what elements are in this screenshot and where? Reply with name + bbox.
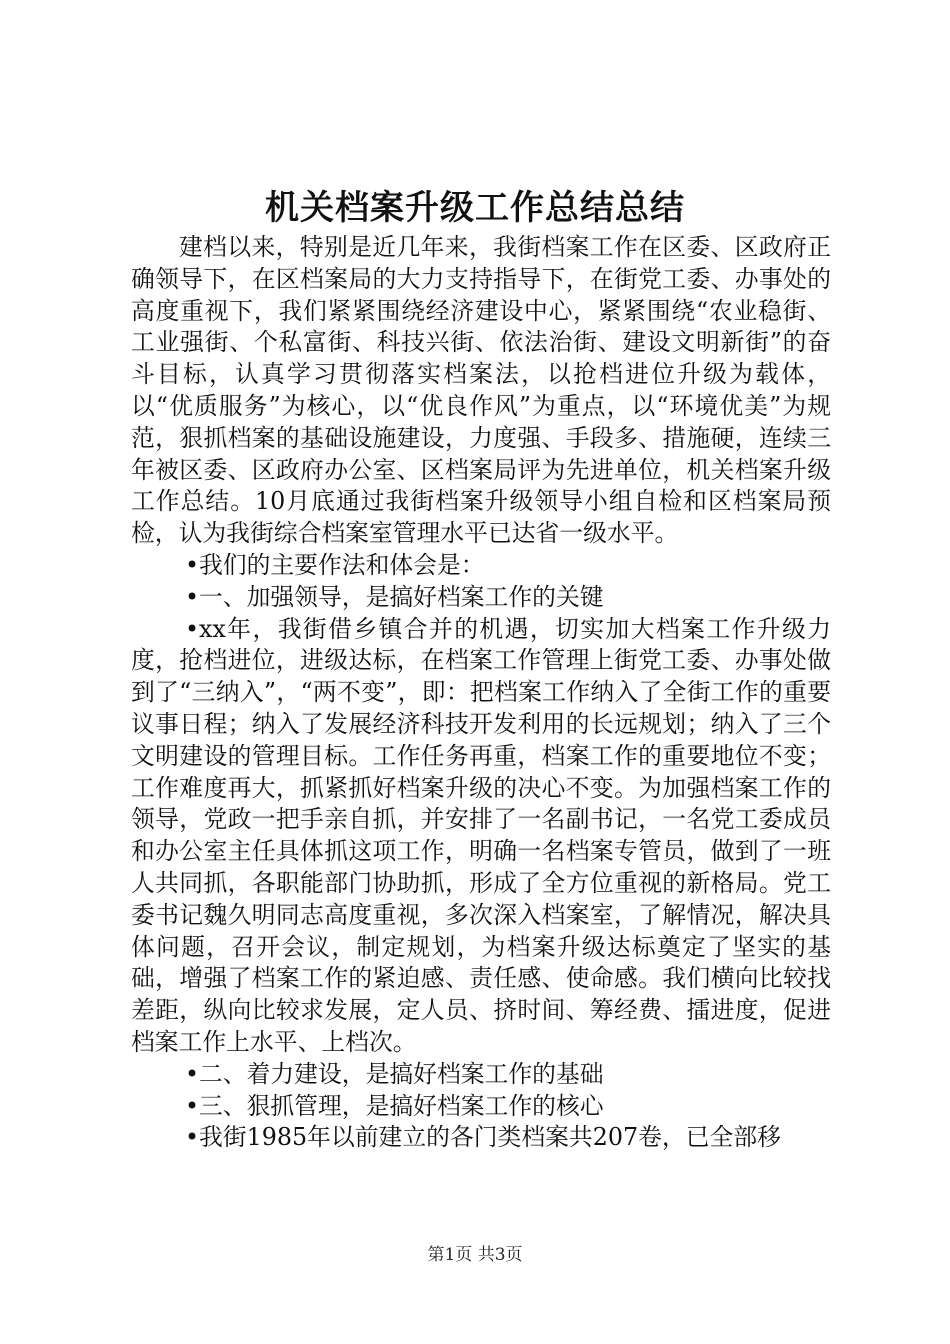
bullet-dot-icon: •: [185, 1123, 200, 1152]
document-body: [131, 232, 831, 1154]
bullet-item-archives: [131, 1122, 831, 1154]
bullet-item-leadership: [131, 582, 831, 614]
bullet-dot-icon: •: [185, 1091, 200, 1120]
document-title: 机关档案升级工作总结总结: [265, 188, 685, 228]
bullet-dot-icon: •: [185, 1059, 200, 1088]
page-footer: 第1页 共3页: [427, 1245, 523, 1265]
section-heading: 三、狠抓管理，是搞好档案工作的核心: [199, 1091, 604, 1120]
bullet-item-construction: [131, 1059, 831, 1091]
bullet-item-methods: [131, 550, 831, 582]
bullet-dot-icon: •: [185, 582, 200, 611]
bullet-text: 我们的主要作法和体会是：: [199, 550, 485, 579]
bullet-text: 我街1985年以前建立的各门类档案共207卷，已全部移: [199, 1123, 781, 1152]
bullet-item-leadership-detail: [131, 614, 831, 1059]
bullet-dot-icon: •: [185, 550, 200, 579]
bullet-dot-icon: •: [185, 614, 200, 643]
bullet-item-management: [131, 1091, 831, 1123]
bullet-paragraph: xx年，我街借乡镇合并的机遇，切实加大档案工作升级力度，抢档进位，进级达标，在档案工作管理上街党工委、办事处做到了“三纳入”，“两不变”，即：把档案工作纳入了全街工作的重要议事日程；纳入了发展经济科技开发利用的长远规划；纳入了三个文明建设的管理目标。工作任务再重，档案工作的重要地位不变；工作难度再大，抓紧抓好档案升级的决心不变。为加强档案工作的领导，党政一把手亲自抓，并安排了一名副书记，一名党工委成员和办公室主任具体抓这项工作，明确一名档案专管员，做到了一班人共同抓，各职能部门协助抓，形成了全方位重视的新格局。党工委书记魏久明同志高度重视，多次深入档案室，了解情况，解决具体问题，召开会议，制定规划，为档案升级达标奠定了坚实的基础，增强了档案工作的紧迫感、责任感、使命感。我们横向比较找差距，纵向比较求发展，定人员、挤时间、筹经费、擂进度，促进档案工作上水平、上档次。: [131, 614, 831, 1056]
intro-paragraph: 建档以来，特别是近几年来，我街档案工作在区委、区政府正确领导下，在区档案局的大力支持指导下，在街党工委、办事处的高度重视下，我们紧紧围绕经济建设中心，紧紧围绕“农业稳街、工业强街、个私富街、科技兴街、依法治街、建设文明新街”的奋斗目标，认真学习贯彻落实档案法，以抢档进位升级为载体，以“优质服务”为核心，以“优良作风”为重点，以“环境优美”为规范，狠抓档案的基础设施建设，力度强、手段多、措施硬，连续三年被区委、区政府办公室、区档案局评为先进单位，机关档案升级工作总结。10月底通过我街档案升级领导小组自检和区档案局预检，认为我街综合档案室管理水平已达省一级水平。: [131, 233, 831, 548]
section-heading: 一、加强领导，是搞好档案工作的关键: [199, 582, 604, 611]
section-heading: 二、着力建设，是搞好档案工作的基础: [199, 1059, 604, 1088]
